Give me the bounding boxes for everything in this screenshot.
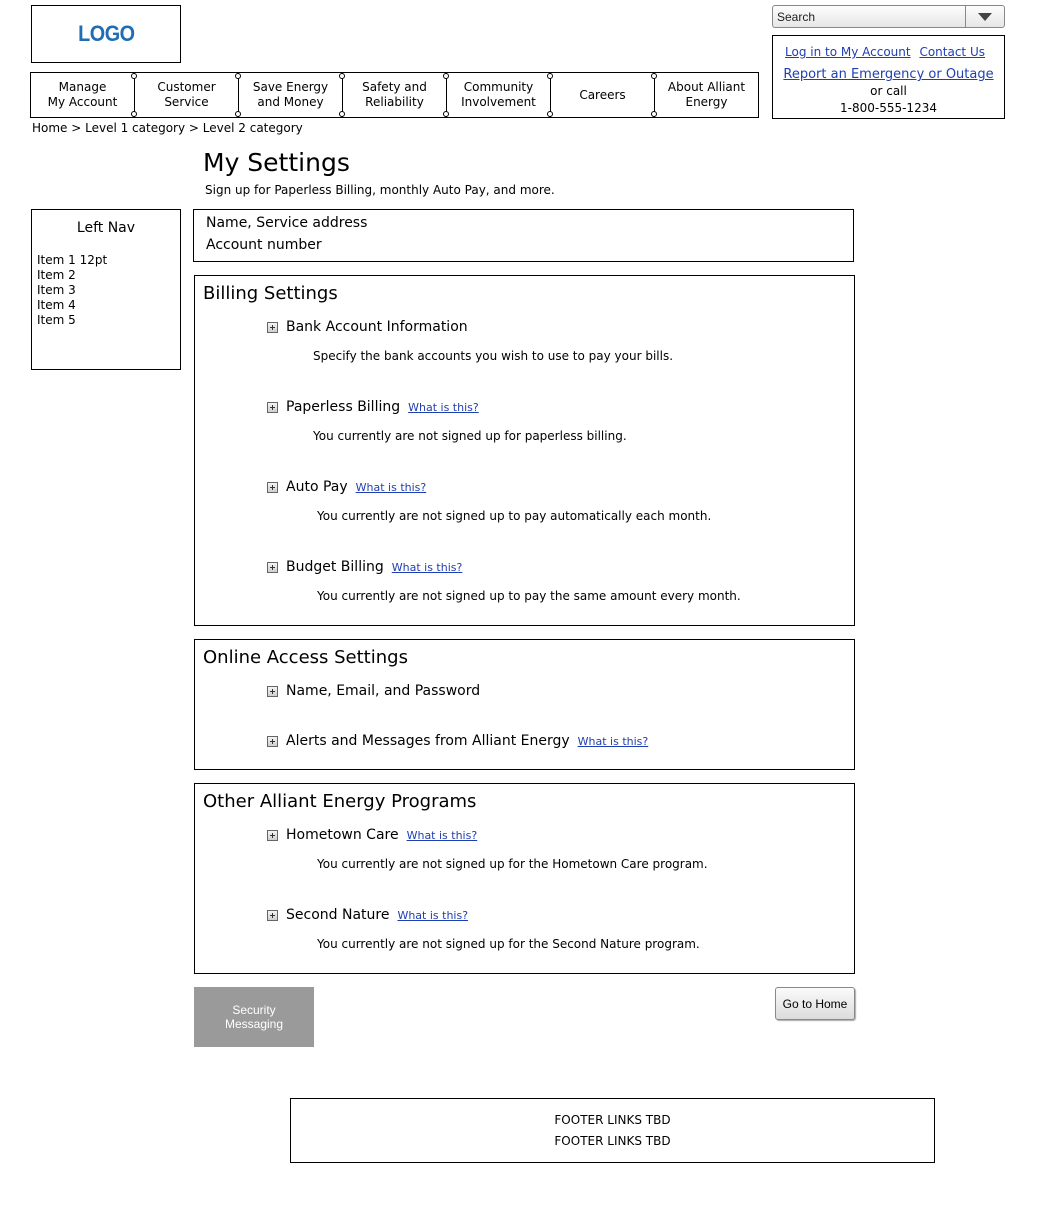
main-nav xyxy=(30,72,759,118)
item-description: You currently are not signed up to pay automatically each month. xyxy=(317,509,712,523)
expand-plus-icon[interactable] xyxy=(267,562,278,573)
nav-item-safety[interactable]: Safety and Reliability xyxy=(343,73,447,117)
contact-us-link[interactable]: Contact Us xyxy=(919,45,985,59)
nav-divider-handle xyxy=(235,111,241,117)
left-nav xyxy=(31,209,181,370)
left-nav-item[interactable]: Item 3 xyxy=(37,283,76,297)
nav-divider-handle xyxy=(547,111,553,117)
item-label[interactable]: Budget Billing xyxy=(286,559,384,575)
security-messaging-box: Security Messaging xyxy=(194,987,314,1047)
item-description: You currently are not signed up for the Second Nature program. xyxy=(317,937,700,951)
or-call-text: or call xyxy=(870,84,907,98)
nav-divider-handle xyxy=(131,111,137,117)
expand-plus-icon[interactable] xyxy=(267,830,278,841)
name-email-password-item[interactable] xyxy=(267,683,480,699)
section-title: Online Access Settings xyxy=(203,647,408,668)
nav-divider-handle xyxy=(547,73,553,79)
nav-divider-handle xyxy=(339,111,345,117)
second-nature-item[interactable] xyxy=(267,907,468,923)
section-title: Billing Settings xyxy=(203,283,338,304)
expand-plus-icon[interactable] xyxy=(267,322,278,333)
billing-settings-panel xyxy=(194,275,855,626)
item-description: You currently are not signed up to pay the same amount every month. xyxy=(317,589,741,603)
account-box xyxy=(772,35,1005,119)
what-is-this-link[interactable]: What is this? xyxy=(355,480,427,494)
left-nav-title: Left Nav xyxy=(76,220,136,236)
online-access-panel xyxy=(194,639,855,770)
expand-plus-icon[interactable] xyxy=(267,910,278,921)
login-link[interactable]: Log in to My Account xyxy=(785,45,911,59)
auto-pay-item[interactable] xyxy=(267,479,426,495)
nav-item-customer-service[interactable]: Customer Service xyxy=(135,73,239,117)
item-description: Specify the bank accounts you wish to use to pay your bills. xyxy=(313,349,674,363)
left-nav-item[interactable]: Item 1 12pt xyxy=(37,253,108,267)
account-number: Account number xyxy=(206,237,322,253)
what-is-this-link[interactable]: What is this? xyxy=(397,908,469,922)
nav-divider-handle xyxy=(443,73,449,79)
logo[interactable] xyxy=(31,5,181,63)
budget-billing-item[interactable] xyxy=(267,559,462,575)
chevron-down-icon[interactable] xyxy=(965,6,1004,27)
logo-text: LOGO xyxy=(77,21,135,46)
nav-divider-handle xyxy=(651,73,657,79)
other-programs-panel xyxy=(194,783,855,974)
expand-plus-icon[interactable] xyxy=(267,482,278,493)
item-label[interactable]: Name, Email, and Password xyxy=(286,683,481,699)
name-service-address: Name, Service address xyxy=(206,215,368,231)
item-label[interactable]: Auto Pay xyxy=(286,479,348,495)
nav-divider-handle xyxy=(339,73,345,79)
footer xyxy=(290,1098,935,1163)
page-subtitle: Sign up for Paperless Billing, monthly Auto Pay, and more. xyxy=(205,183,555,197)
section-title: Other Alliant Energy Programs xyxy=(203,791,477,812)
footer-links[interactable]: FOOTER LINKS TBD xyxy=(554,1113,671,1127)
nav-divider-handle xyxy=(235,73,241,79)
nav-divider-handle xyxy=(131,73,137,79)
phone-number: 1-800-555-1234 xyxy=(840,101,937,115)
go-to-home-button[interactable]: Go to Home xyxy=(775,987,855,1020)
hometown-care-item[interactable] xyxy=(267,827,477,843)
nav-item-manage-account[interactable]: Manage My Account xyxy=(31,73,135,117)
item-label[interactable]: Alerts and Messages from Alliant Energy xyxy=(286,733,570,749)
expand-plus-icon[interactable] xyxy=(267,736,278,747)
breadcrumb[interactable]: Home > Level 1 category > Level 2 category xyxy=(32,121,303,135)
item-description: You currently are not signed up for paperless billing. xyxy=(313,429,627,443)
what-is-this-link[interactable]: What is this? xyxy=(391,560,463,574)
item-label[interactable]: Paperless Billing xyxy=(286,399,401,415)
bank-account-item[interactable] xyxy=(267,319,468,335)
nav-divider-handle xyxy=(651,111,657,117)
what-is-this-link[interactable]: What is this? xyxy=(408,400,479,414)
item-description: You currently are not signed up for the Hometown Care program. xyxy=(317,857,708,871)
paperless-billing-item[interactable] xyxy=(267,399,479,415)
nav-item-save-energy[interactable]: Save Energy and Money xyxy=(239,73,343,117)
nav-item-careers[interactable]: Careers xyxy=(551,73,655,117)
what-is-this-link[interactable]: What is this? xyxy=(577,734,649,748)
nav-divider-handle xyxy=(443,111,449,117)
expand-plus-icon[interactable] xyxy=(267,686,278,697)
nav-item-about[interactable]: About Alliant Energy xyxy=(667,80,746,109)
account-info-box xyxy=(193,209,854,262)
left-nav-item[interactable]: Item 2 xyxy=(37,268,76,282)
alerts-messages-item[interactable] xyxy=(267,733,648,749)
what-is-this-link[interactable]: What is this? xyxy=(406,828,478,842)
left-nav-item[interactable]: Item 4 xyxy=(37,298,76,312)
item-label[interactable]: Second Nature xyxy=(286,907,390,923)
search-dropdown[interactable] xyxy=(772,5,1005,28)
left-nav-item[interactable]: Item 5 xyxy=(37,313,76,327)
item-label[interactable]: Bank Account Information xyxy=(286,319,468,335)
search-placeholder[interactable]: Search xyxy=(777,9,816,24)
report-emergency-link[interactable]: Report an Emergency or Outage xyxy=(783,67,994,82)
expand-plus-icon[interactable] xyxy=(267,402,278,413)
page-title: My Settings xyxy=(203,148,350,177)
nav-item-community[interactable]: Community Involvement xyxy=(447,73,551,117)
footer-links[interactable]: FOOTER LINKS TBD xyxy=(554,1134,671,1148)
item-label[interactable]: Hometown Care xyxy=(286,827,399,843)
